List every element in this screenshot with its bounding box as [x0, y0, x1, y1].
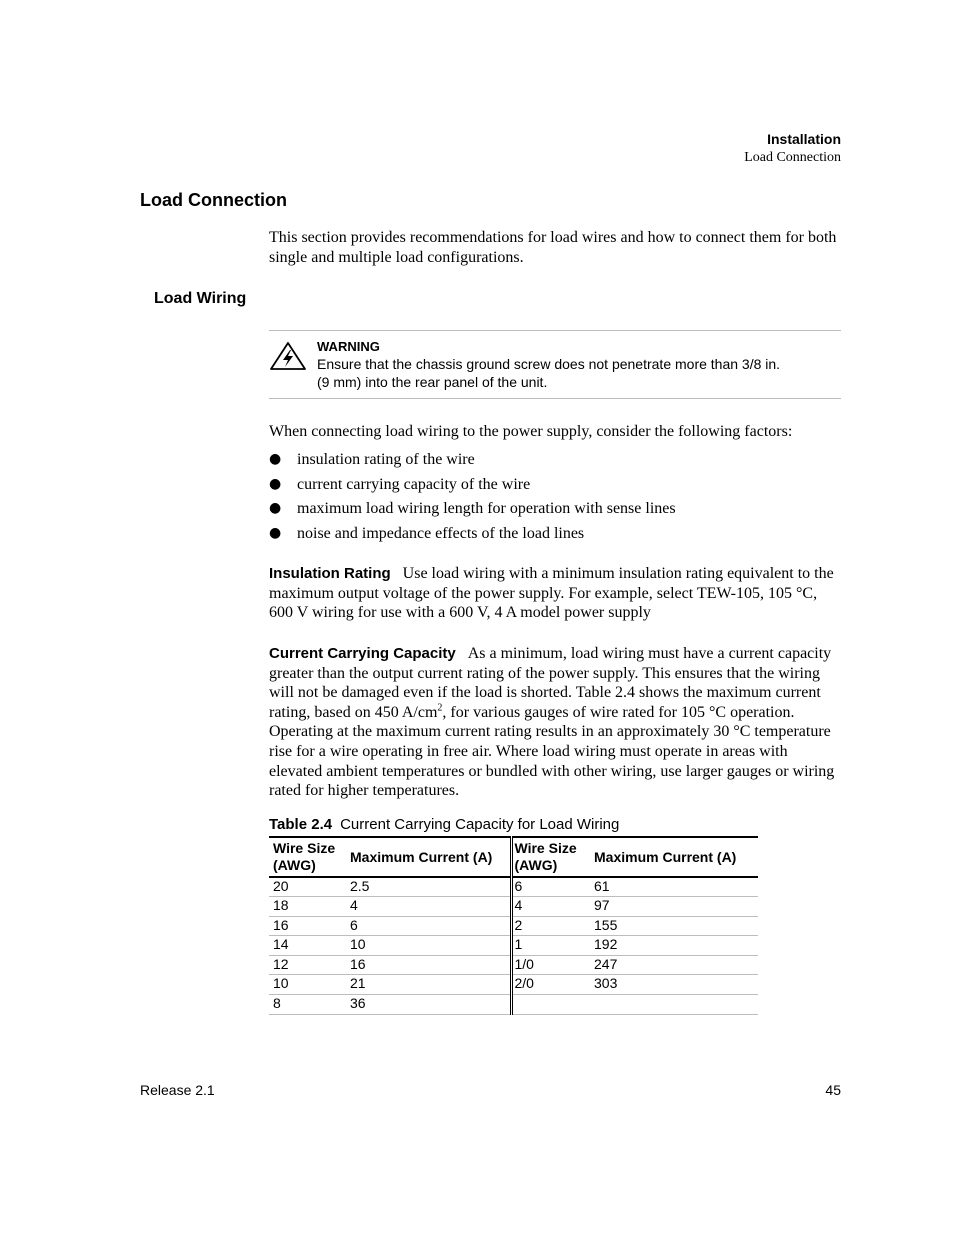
table-row — [269, 916, 758, 936]
insulation-rating-text: Use load wiring with a minimum insulation rating equivalent to the maximum output voltage of the power supply. For example, select TEW-105, 105 °C, 600 V wiring for use with a 600 V, 4 A model power supply — [269, 565, 834, 622]
bullet-icon: ● — [269, 451, 282, 467]
warning-title: WARNING — [317, 339, 380, 354]
header-wire-size: Wire Size (AWG) — [511, 837, 590, 877]
table-cell: 4 — [346, 897, 511, 917]
intro-paragraph: This section provides recommendations for load wires and how to connect them for both single and multiple load configurations. — [269, 229, 837, 266]
insulation-rating-paragraph — [269, 564, 844, 623]
table-header-row — [269, 837, 758, 877]
warning-top-rule — [269, 330, 841, 331]
list-item: ● noise and impedance effects of the load lines — [269, 524, 585, 542]
warning-electric-icon — [269, 341, 307, 371]
table-cell: 1 — [511, 936, 590, 956]
current-capacity-superscript: 2 — [437, 702, 443, 714]
warning-line-2: (9 mm) into the rear panel of the unit. — [317, 374, 548, 390]
table-cell: 192 — [590, 936, 758, 956]
table-cell: 97 — [590, 897, 758, 917]
table-cell: 36 — [346, 995, 511, 1015]
table-cell: 21 — [346, 975, 511, 995]
table-row — [269, 975, 758, 995]
table-cell: 18 — [269, 897, 346, 917]
current-capacity-text-a: As a minimum, load wiring must have a current capacity greater than the output current rating of the power supply. This ensures that the wiring will not be damaged even if the load is shorted. Table 2.4 shows the maximum current rating, based on 450 A/cm — [269, 645, 832, 721]
bullet-icon: ● — [269, 475, 282, 492]
list-item: ● current carrying capacity of the wire — [269, 475, 531, 493]
table-cell: 20 — [269, 877, 346, 897]
list-item: ● insulation rating of the wire — [269, 451, 475, 468]
running-header-section: Installation — [767, 131, 841, 147]
table-cell: 155 — [590, 916, 758, 936]
page-number: 45 — [825, 1082, 841, 1098]
table-cell: 2/0 — [511, 975, 590, 995]
warning-bottom-rule — [269, 398, 841, 399]
table-cell: 6 — [346, 916, 511, 936]
bullet-icon: ● — [269, 524, 282, 541]
factors-intro: When connecting load wiring to the power supply, consider the following factors: — [269, 423, 793, 440]
table-cell: 247 — [590, 955, 758, 975]
table-cell: 4 — [511, 897, 590, 917]
table-cell: 12 — [269, 955, 346, 975]
table-row — [269, 897, 758, 917]
table-label: Table 2.4 — [269, 816, 333, 833]
table-cell: 8 — [269, 995, 346, 1015]
table-cell — [590, 995, 758, 1015]
subsection-heading: Load Wiring — [154, 290, 247, 307]
table-caption — [269, 816, 619, 833]
header-wire-size: Wire Size (AWG) — [269, 837, 346, 877]
current-capacity-title: Current Carrying Capacity — [269, 645, 456, 662]
list-item: ● maximum load wiring length for operation with sense lines — [269, 500, 676, 518]
table-row — [269, 995, 758, 1015]
table-row — [269, 955, 758, 975]
section-heading: Load Connection — [140, 190, 287, 210]
table-cell: 6 — [511, 877, 590, 897]
current-capacity-text-b: , for various gauges of wire rated for 105 °C operation. Operating at the maximum current rating results in an approximately 30 °C temperature rise for a wire operating in free air. Where load wiring must operate in areas with elevated ambient temperatures or bundled with other wiring, use larger gauges or wiring rated for higher temperatures. — [269, 703, 835, 800]
current-capacity-paragraph — [269, 644, 844, 801]
insulation-rating-title: Insulation Rating — [269, 565, 391, 582]
table-cell: 10 — [346, 936, 511, 956]
table-cell: 303 — [590, 975, 758, 995]
table-cell — [511, 995, 590, 1015]
table-cell: 14 — [269, 936, 346, 956]
table-cell: 61 — [590, 877, 758, 897]
table-cell: 10 — [269, 975, 346, 995]
table-cell: 1/0 — [511, 955, 590, 975]
footer-release: Release 2.1 — [140, 1082, 215, 1098]
factors-list — [269, 450, 844, 548]
table-cell: 16 — [269, 916, 346, 936]
warning-text — [317, 355, 837, 391]
table-row — [269, 877, 758, 897]
table-cell: 16 — [346, 955, 511, 975]
running-header-subsection: Load Connection — [744, 150, 841, 165]
table-row — [269, 936, 758, 956]
table-cell: 2 — [511, 916, 590, 936]
bullet-icon: ● — [269, 500, 282, 517]
wire-capacity-table — [269, 836, 758, 1015]
table-cell: 2.5 — [346, 877, 511, 897]
header-max-current: Maximum Current (A) — [590, 837, 758, 877]
warning-line-1: Ensure that the chassis ground screw does not penetrate more than 3/8 in. — [317, 356, 781, 372]
table-title: Current Carrying Capacity for Load Wiring — [340, 816, 620, 833]
header-max-current: Maximum Current (A) — [346, 837, 511, 877]
